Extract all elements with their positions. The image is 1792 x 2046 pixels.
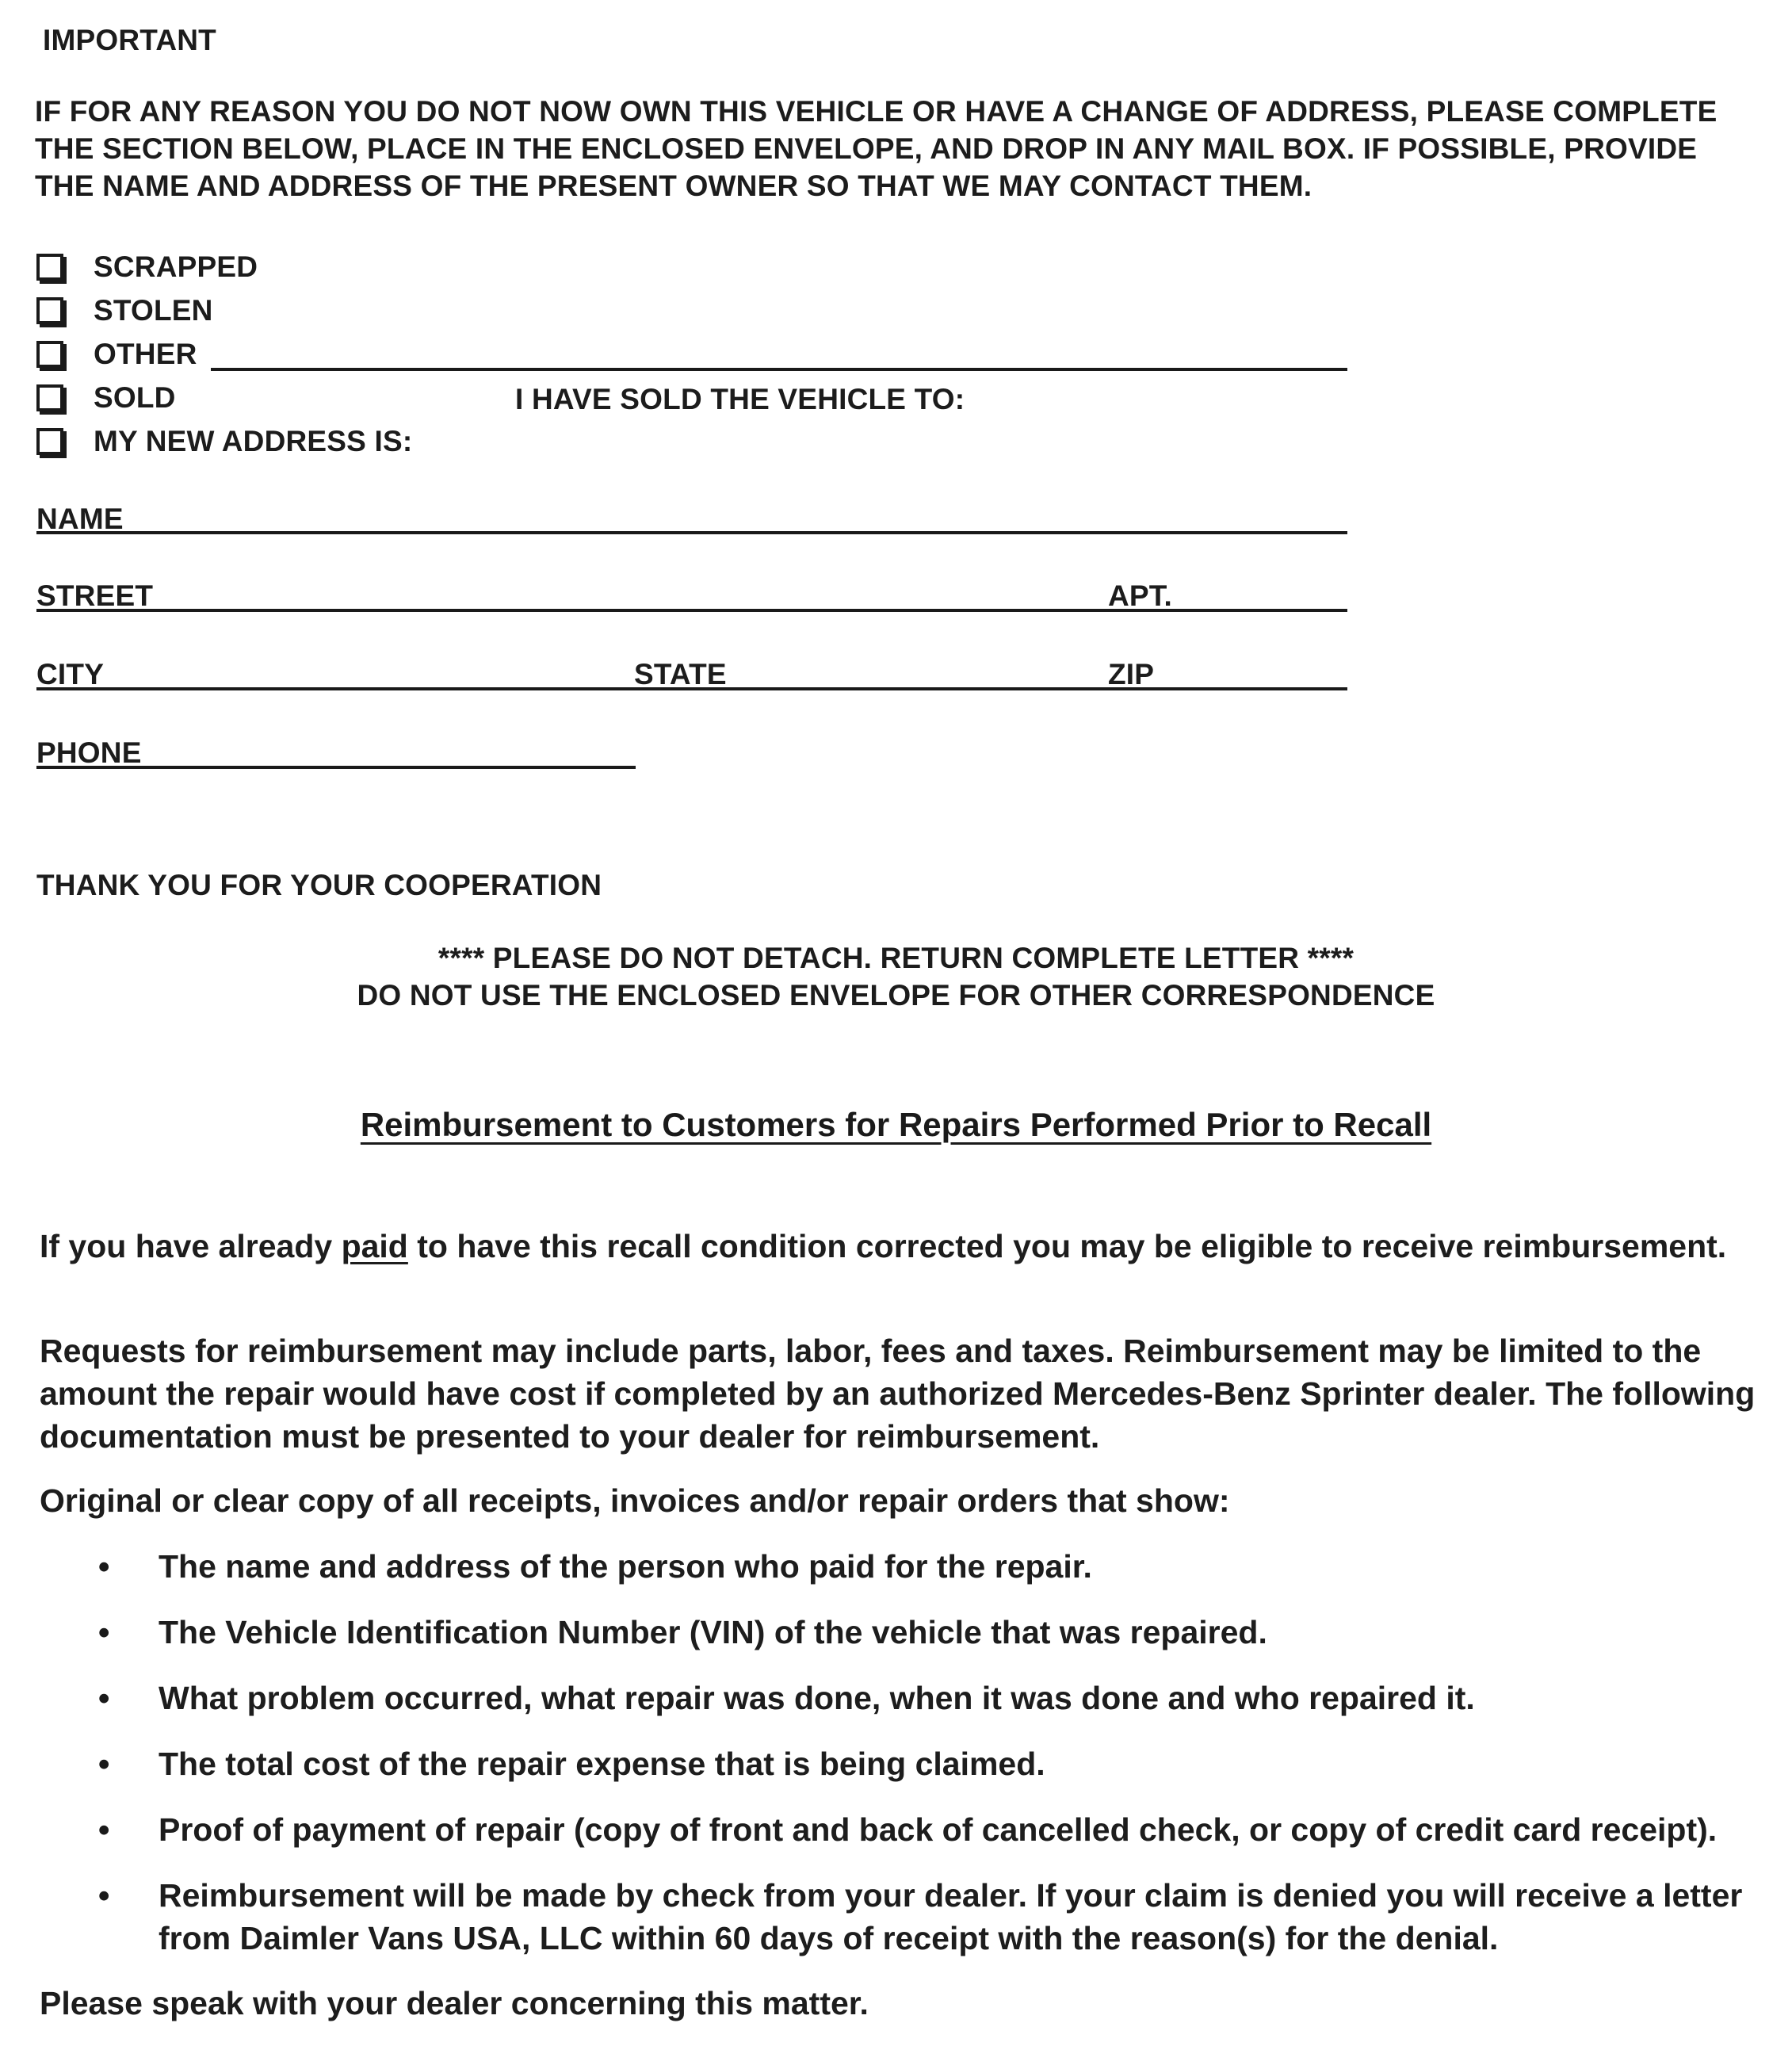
notice-line-2: DO NOT USE THE ENCLOSED ENVELOPE FOR OTHER CORRESPONDENCE [357, 979, 1435, 1012]
other-checkbox[interactable] [36, 341, 63, 368]
thanks-text: THANK YOU FOR YOUR COOPERATION [36, 869, 602, 901]
bullet-icon: • [98, 1548, 110, 1585]
new-address-label: MY NEW ADDRESS IS: [94, 425, 413, 457]
other-input[interactable] [212, 333, 1346, 368]
street-input[interactable] [151, 572, 1086, 607]
street-underline [36, 609, 1347, 612]
other-label: OTHER [94, 338, 197, 370]
scrapped-label: SCRAPPED [94, 250, 258, 283]
bullet-icon: • [98, 1746, 110, 1782]
para1-before: If you have already [40, 1228, 342, 1264]
closing-text: Please speak with your dealer concerning this matter. [40, 1985, 869, 2021]
name-input[interactable] [127, 495, 1339, 530]
other-underline [211, 368, 1347, 371]
phone-underline [36, 766, 636, 769]
bullet-icon: • [98, 1680, 110, 1716]
name-underline [36, 531, 1347, 534]
stolen-label: STOLEN [94, 294, 213, 327]
option-stolen[interactable] [36, 290, 213, 331]
notice-line-1: **** PLEASE DO NOT DETACH. RETURN COMPLETE LETTER **** [437, 942, 1355, 974]
state-input[interactable] [733, 650, 1098, 685]
option-scrapped[interactable] [36, 247, 258, 288]
bullet-text: The Vehicle Identification Number (VIN) of the vehicle that was repaired. [159, 1614, 1267, 1650]
bullet-text: Reimbursement will be made by check from your dealer. If your claim is denied you will receive a letter from Daimler Vans USA, LLC within 60 days of receipt with the reason(s) for the denial. [159, 1877, 1743, 1956]
bullet-text: Proof of payment of repair (copy of front and back of cancelled check, or copy of credit card receipt). [159, 1811, 1717, 1848]
street-label: STREET [36, 579, 154, 612]
apt-label: APT. [1108, 579, 1172, 612]
reimbursement-paragraph-1 [40, 1225, 1760, 1268]
sold-to-label: I HAVE SOLD THE VEHICLE TO: [515, 383, 965, 415]
city-label: CITY [36, 658, 105, 690]
instructions-text: IF FOR ANY REASON YOU DO NOT NOW OWN THIS VEHICLE OR HAVE A CHANGE OF ADDRESS, PLEASE COMPLETE THE SECTION BELOW, PLACE IN THE ENCLOSED ENVELOPE, AND DROP IN ANY MAIL BOX. IF POSSIBLE, PROVIDE THE NAME AND ADDRESS OF THE PRESENT OWNER SO THAT WE MAY CONTACT THEM. [35, 95, 1717, 202]
sold-label: SOLD [94, 381, 176, 414]
apt-input[interactable] [1181, 572, 1339, 607]
important-heading: IMPORTANT [43, 24, 216, 56]
reimbursement-paragraph-2: Requests for reimbursement may include parts, labor, fees and taxes. Reimbursement may be limited to the amount the repair would have cost if completed by an authorized Mercedes-Benz Sprinter dealer. The following documentation must be presented to your dealer for reimbursement. [40, 1333, 1756, 1455]
sold-checkbox[interactable] [36, 384, 63, 411]
bullet-text: The name and address of the person who paid for the repair. [159, 1548, 1092, 1585]
para1-paid: paid [341, 1228, 408, 1264]
option-other[interactable] [36, 334, 197, 375]
reimbursement-title: Reimbursement to Customers for Repairs Performed Prior to Recall [360, 1106, 1432, 1143]
para1-after: to have this recall condition corrected you may be eligible to receive reimbursement. [407, 1228, 1727, 1264]
phone-label: PHONE [36, 736, 142, 769]
reimbursement-paragraph-3: Original or clear copy of all receipts, invoices and/or repair orders that show: [40, 1482, 1230, 1519]
zip-label: ZIP [1108, 658, 1155, 690]
option-sold[interactable] [36, 377, 176, 419]
bullet-icon: • [98, 1614, 110, 1650]
scrapped-checkbox[interactable] [36, 254, 63, 281]
bullet-text: What problem occurred, what repair was done, when it was done and who repaired it. [159, 1680, 1475, 1716]
stolen-checkbox[interactable] [36, 297, 63, 324]
city-input[interactable] [111, 650, 618, 685]
option-new-address[interactable] [36, 421, 412, 462]
bullet-text: The total cost of the repair expense that is being claimed. [159, 1746, 1045, 1782]
zip-input[interactable] [1165, 650, 1339, 685]
state-label: STATE [634, 658, 727, 690]
name-label: NAME [36, 503, 124, 535]
new-address-checkbox[interactable] [36, 428, 63, 455]
city-underline [36, 687, 1347, 690]
bullet-icon: • [98, 1877, 110, 1914]
bullet-icon: • [98, 1811, 110, 1848]
phone-input[interactable] [147, 729, 631, 764]
